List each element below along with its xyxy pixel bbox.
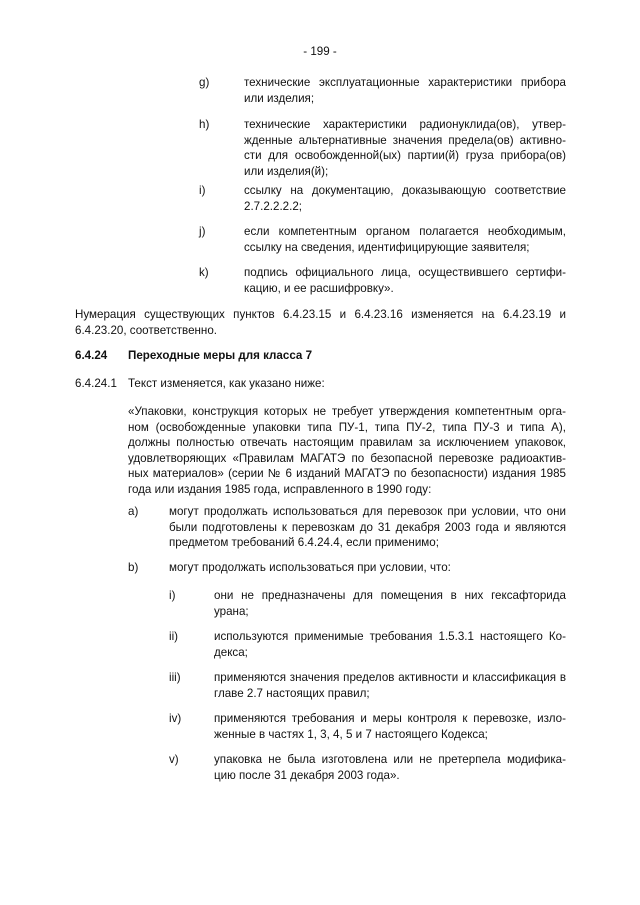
- list-item-text: они не предназначены для помещения в них гексафторида урана;: [214, 589, 566, 618]
- list-item-text: подпись официального лица, осуществившего сертифи-кацию, и ее расшифровку».: [244, 266, 566, 295]
- list-item-label: j): [199, 225, 206, 238]
- list-item-label: iv): [169, 712, 182, 725]
- list-item-text: используются применимые требования 1.5.3.1 настоящего Ко-декса;: [214, 630, 566, 659]
- section-number: 6.4.24: [75, 349, 108, 362]
- list-item-text: упаковка не была изготовлена или не претерпела модифика-цию после 31 декабря 2003 года».: [214, 753, 566, 782]
- list-item-text: технические характеристики радионуклида(ов), утвер-жденные альтернативные значения предела(ов) активно-сти для освобожденной(ых) партии(й) груза прибора(ов) или изделия(й);: [244, 118, 566, 178]
- list-item-label: i): [169, 589, 176, 602]
- list-item-text: применяются значения пределов активности и классификация в главе 2.7 настоящих правил;: [214, 671, 566, 700]
- list-item-text: ссылку на документацию, доказывающую соответствие 2.7.2.2.2.2;: [244, 184, 566, 213]
- list-item-label: k): [199, 266, 209, 279]
- page-number: - 199 -: [303, 45, 337, 58]
- list-item-text: могут продолжать использоваться при условии, что:: [169, 561, 451, 574]
- list-item-label: b): [128, 561, 139, 574]
- subsection-text: Текст изменяется, как указано ниже:: [128, 377, 325, 390]
- renumber-paragraph: Нумерация существующих пунктов 6.4.23.15 и 6.4.23.16 изменяется на 6.4.23.19 и 6.4.23.20, соответственно.: [75, 308, 566, 337]
- list-item-label: i): [199, 184, 206, 197]
- list-item-label: v): [169, 753, 179, 766]
- subsection-number: 6.4.24.1: [75, 377, 117, 390]
- list-item-text: применяются требования и меры контроля к перевозке, изло-женные в частях 1, 3, 4, 5 и 7 настоящего Кодекса;: [214, 712, 566, 741]
- list-item-label: ii): [169, 630, 179, 643]
- quote-paragraph: «Упаковки, конструкция которых не требует утверждения компетентным орга-ном (освобожденные упаковки типа ПУ-1, типа ПУ-2, типа ПУ-3 и типа А), должны полностью отвечать настоящим правилам за исключением упаковок, удовлетворяющих «Правилам МАГАТЭ по безопасной перевозке радиоактив-ных материалов» (серии № 6 изданий МАГАТЭ по безопасности) издания 1985 года или издания 1985 года, исправленного в 1990 году:: [128, 405, 566, 496]
- list-item-label: a): [128, 505, 139, 518]
- list-item-text: технические эксплуатационные характеристики прибора или изделия;: [244, 76, 566, 105]
- list-item-text: если компетентным органом полагается необходимым, ссылку на сведения, идентифицирующие заявителя;: [244, 225, 566, 254]
- list-item-label: g): [199, 76, 210, 89]
- list-item-label: h): [199, 118, 210, 131]
- list-item-text: могут продолжать использоваться для перевозок при условии, что они были подготовлены к перевозкам до 31 декабря 2003 года и являются предметом требований 6.4.24.4, если применимо;: [169, 505, 566, 550]
- section-title: Переходные меры для класса 7: [128, 349, 313, 362]
- list-item-label: iii): [169, 671, 181, 684]
